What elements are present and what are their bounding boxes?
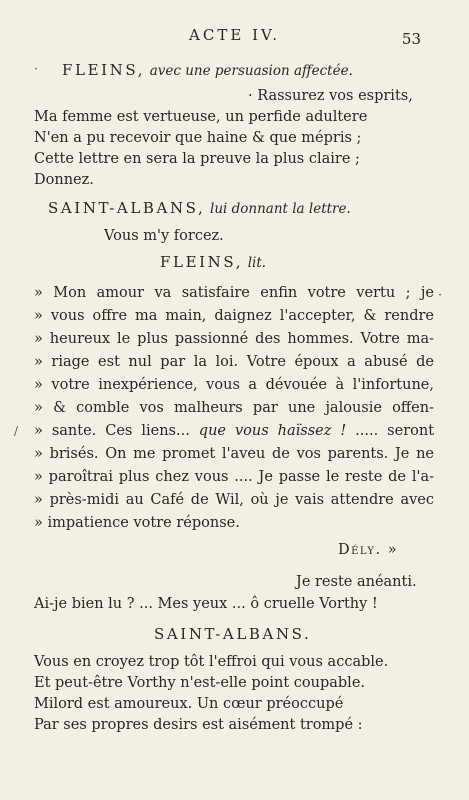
verse-line: Vous en croyez trop tôt l'effroi qui vous accable. [34,654,389,670]
verse-line: Cette lettre en sera la preuve la plus claire ; [34,151,360,167]
speaker-name: SAINT-ALBANS, [48,199,206,217]
verse-line: Et peut-être Vorthy n'est-elle point coupable. [34,675,366,691]
speaker-heading [154,624,311,645]
stage-direction: lit. [247,255,267,271]
verse-line: Ai-je bien lu ? ... Mes yeux ... ô cruelle Vorthy ! [34,596,378,612]
letter-signature: Dély. » [338,542,399,558]
letter-line: » votre inexpérience, vous a dévouée à l'infortune, [34,377,434,393]
letter-line [34,421,434,441]
stage-direction: avec une persuasion affectée. [149,63,353,79]
verse-line: N'en a pu recevoir que haine & que mépris ; [34,130,362,146]
verse-line: · Rassurez vos esprits, [248,88,413,104]
speaker-name: FLEINS, [160,253,244,271]
verse-line: Ma femme est vertueuse, un perfide adultere [34,109,368,125]
speaker-heading [160,252,266,273]
page-number: 53 [401,30,421,48]
letter-line: » heureux le plus passionné des hommes. Votre ma- [34,331,434,347]
letter-text: ..... seront [355,423,435,439]
stage-direction: lui donnant la lettre. [210,201,351,217]
verse-line: Je reste anéanti. [296,574,417,590]
margin-dot-mark: · [438,288,443,303]
speaker-heading [62,60,353,81]
running-title: ACTE IV. [189,26,280,44]
speaker-name: SAINT-ALBANS. [154,625,312,643]
letter-text: » sante. Ces liens... [34,423,190,439]
letter-line: » vous offre ma main, daignez l'accepter, & rendre [34,308,434,324]
letter-line: » riage est nul par la loi. Votre époux a abusé de [34,354,434,370]
verse-line: Milord est amoureux. Un cœur préoccupé [34,696,344,712]
letter-line: » près-midi au Café de Wil, où je vais attendre avec [34,492,434,508]
verse-line: Par ses propres desirs est aisément trompé : [34,717,363,733]
verse-line: Vous m'y forcez. [104,228,224,244]
letter-line: » brisés. On me promet l'aveu de vos parents. Je ne [34,446,434,462]
running-header [0,26,469,48]
verse-line: Donnez. [34,172,94,188]
letter-line: » & comble vos malheurs par une jalousie offen- [34,400,434,416]
aside-italic: que vous haïssez ! [198,423,347,439]
margin-tick-mark: / [14,424,19,438]
letter-line: » paroîtrai plus chez vous .... Je passe le reste de l'a- [34,469,434,485]
letter-line: » Mon amour va satisfaire enfin votre vertu ; je [34,285,434,301]
speaker-name: FLEINS, [62,61,146,79]
letter-line: » impatience votre réponse. [34,515,240,531]
speaker-heading [48,198,351,219]
margin-dot-mark: · [34,62,39,77]
